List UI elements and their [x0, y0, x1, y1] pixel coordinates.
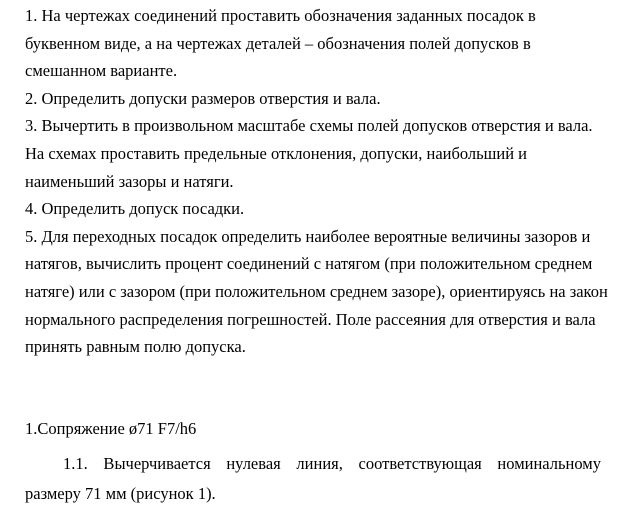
- task-item-1: 1. На чертежах соединений проставить обозначения заданных посадок в буквенном виде, а на чертежах деталей – обозначения полей допусков в смешанном варианте.: [25, 6, 536, 81]
- section-heading: 1.Сопряжение ø71 F7/h6: [25, 419, 197, 438]
- task-item-3: 3. Вычертить в произвольном масштабе схемы полей допусков отверстия и вала. На схемах проставить предельные отклонения, допуски, наибольший и наименьший зазоры и натяги.: [25, 116, 593, 191]
- task-list: [25, 2, 610, 361]
- task-item-5: 5. Для переходных посадок определить наиболее вероятные величины зазоров и натягов, вычислить процент соединений с натягом (при положительном среднем натяге) или с зазором (при положительном среднем зазоре), ориентируясь на закон нормального распределения погрешностей. Поле рассеяния для отверстия и вала принять равным полю допуска.: [25, 226, 608, 357]
- task-item-2: 2. Определить допуски размеров отверстия и вала.: [25, 88, 381, 108]
- task-item-4: 4. Определить допуск посадки.: [25, 199, 245, 219]
- section-paragraph: 1.1. Вычерчивается нулевая линия, соответствующая номинальному размеру 71 мм (рисунок 1).: [25, 454, 601, 503]
